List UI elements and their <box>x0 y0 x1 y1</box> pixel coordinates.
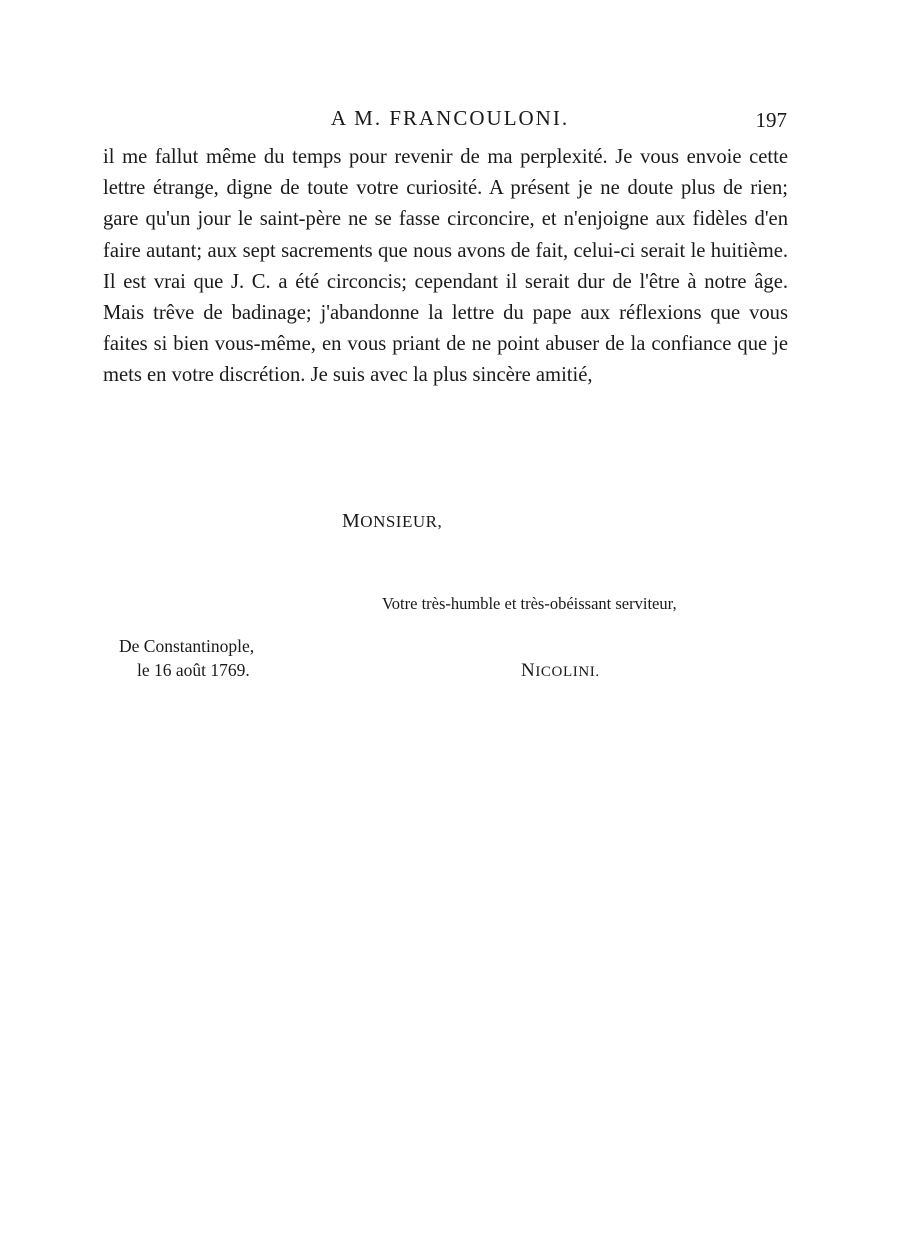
salutation <box>342 510 442 533</box>
body-paragraph: il me fallut même du temps pour revenir de ma perplexité. Je vous envoie cette lettre étrange, digne de toute votre curiosité. A présent je ne doute plus de rien; gare qu'un jour le saint-père ne se fasse circoncire, et n'enjoigne aux fidèles d'en faire autant; aux sept sacrements que nous avons de fait, celui-ci serait le huitième. Il est vrai que J. C. a été circoncis; cependant il serait dur de l'être à notre âge. Mais trêve de badinage; j'abandonne la lettre du pape aux réflexions que vous faites si bien vous-même, en vous priant de ne point abuser de la confiance que je mets en votre discrétion. Je suis avec la plus sincère amitié, <box>103 146 788 387</box>
closing-formula: Votre très-humble et très-obéissant serviteur, <box>382 594 677 613</box>
salutation-rest: ONSIEUR, <box>360 512 443 531</box>
signature-initial: N <box>521 660 536 681</box>
date-line: le 16 août 1769. <box>137 660 250 680</box>
salutation-initial: M <box>342 510 361 532</box>
running-head <box>0 106 900 136</box>
signature-rest: ICOLINI. <box>535 664 600 680</box>
page-number: 197 <box>755 108 787 132</box>
letter-body <box>103 142 788 392</box>
signature <box>521 660 600 682</box>
place-and-date <box>119 634 254 682</box>
place-line: De Constantinople, <box>119 636 255 656</box>
running-title: A M. FRANCOULONI. <box>330 106 570 130</box>
